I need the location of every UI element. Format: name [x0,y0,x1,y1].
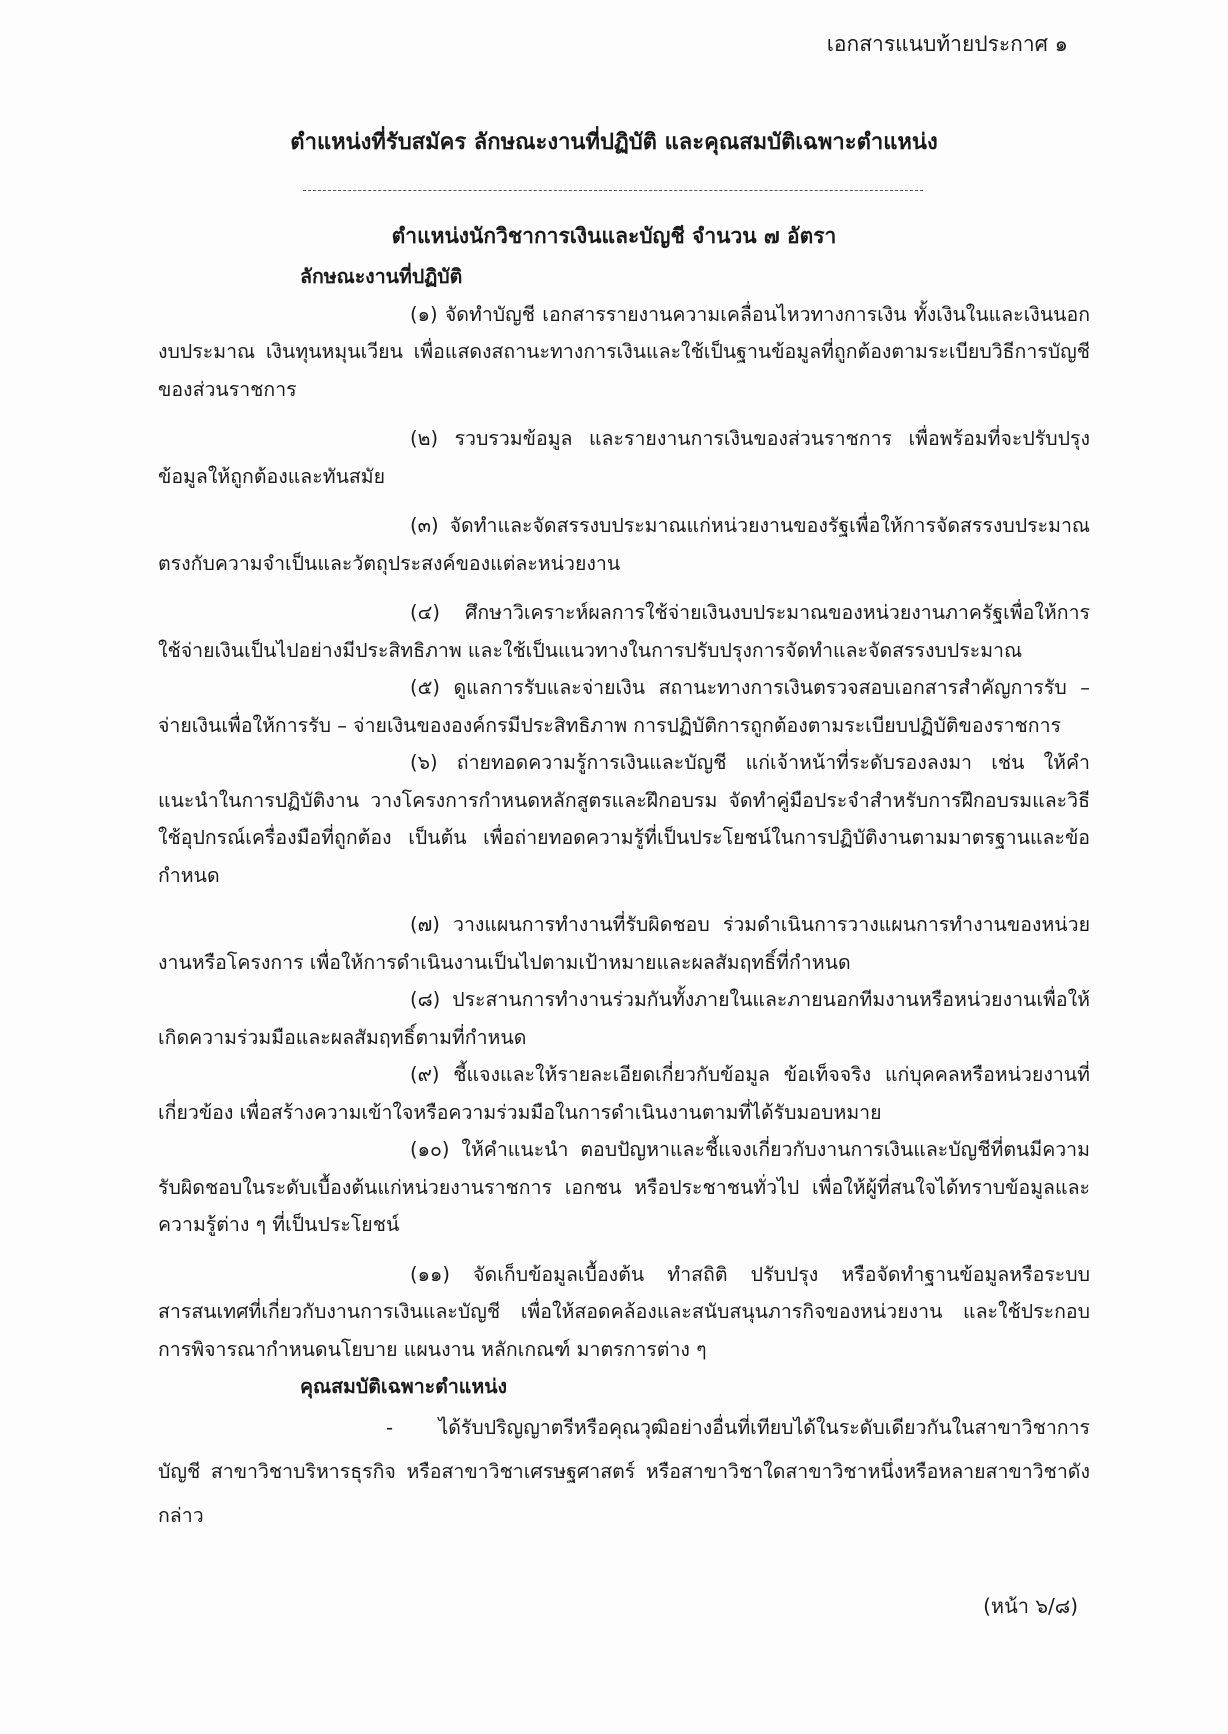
page-number: (หน้า ๖/๘) [983,1594,1078,1618]
position-title: ตำแหน่งนักวิชาการเงินและบัญชี จำนวน ๗ อัตรา [391,224,837,248]
duty-item-4: (๔) ศึกษาวิเคราะห์ผลการใช้จ่ายเงินงบประมาณของหน่วยงานภาครัฐเพื่อให้การใช้จ่ายเงินเป็นไปอย่างมีประสิทธิภาพ และใช้เป็นแนวทางในการปรับปรุงการจัดทำและจัดสรรงบประมาณ [158,601,1090,662]
document-body [158,258,1090,1538]
attachment-note: เอกสารแนบท้ายประกาศ ๑ [826,32,1068,56]
duties-heading: ลักษณะงานที่ปฏิบัติ [300,265,463,288]
duty-item-2: (๒) รวบรวมข้อมูล และรายงานการเงินของส่วนราชการ เพื่อพร้อมที่จะปรับปรุงข้อมูลให้ถูกต้องและทันสมัย [158,427,1090,488]
document-title: ตำแหน่งที่รับสมัคร ลักษณะงานที่ปฏิบัติ และคุณสมบัติเฉพาะตำแหน่ง [290,130,938,155]
duty-item-9: (๙) ชี้แจงและให้รายละเอียดเกี่ยวกับข้อมูล ข้อเท็จจริง แก่บุคคลหรือหน่วยงานที่เกี่ยวข้อง เพื่อสร้างความเข้าใจหรือความร่วมมือในการดำเนินงานตามที่ได้รับมอบหมาย [158,1063,1090,1124]
duty-item-7: (๗) วางแผนการทำงานที่รับผิดชอบ ร่วมดำเนินการวางแผนการทำงานของหน่วยงานหรือโครงการ เพื่อให้การดำเนินงานเป็นไปตามเป้าหมายและผลสัมฤทธิ์ที่กำหนด [158,913,1090,974]
duty-item-11: (๑๑) จัดเก็บข้อมูลเบื้องต้น ทำสถิติ ปรับปรุง หรือจัดทำฐานข้อมูลหรือระบบสารสนเทศที่เกี่ยวกับงานการเงินและบัญชี เพื่อให้สอดคล้องและสนับสนุนภารกิจของหน่วยงาน และใช้ประกอบการพิจารณากำหนดนโยบาย แผนงาน หลักเกณฑ์ มาตรการต่าง ๆ [158,1262,1090,1361]
qualification-item-1: - ได้รับปริญญาตรีหรือคุณวุฒิอย่างอื่นที่เทียบได้ในระดับเดียวกันในสาขาวิชาการบัญชี สาขาวิชาบริหารธุรกิจ หรือสาขาวิชาเศรษฐศาสตร์ หรือสาขาวิชาใดสาขาวิชาหนึ่งหรือหลายสาขาวิชาดังกล่าว [158,1415,1090,1527]
duty-item-8: (๘) ประสานการทำงานร่วมกันทั้งภายในและภายนอกทีมงานหรือหน่วยงานเพื่อให้เกิดความร่วมมือและผลสัมฤทธิ์ตามที่กำหนด [158,988,1090,1049]
duty-item-10: (๑๐) ให้คำแนะนำ ตอบปัญหาและชี้แจงเกี่ยวกับงานการเงินและบัญชีที่ตนมีความรับผิดชอบในระดับเบื้องต้นแก่หน่วยงานราชการ เอกชน หรือประชาชนทั่วไป เพื่อให้ผู้ที่สนใจได้ทราบข้อมูลและความรู้ต่าง ๆ ที่เป็นประโยชน์ [158,1138,1090,1236]
duty-item-3: (๓) จัดทำและจัดสรรงบประมาณแก่หน่วยงานของรัฐเพื่อให้การจัดสรรงบประมาณตรงกับความจำเป็นและวัตถุประสงค์ของแต่ละหน่วยงาน [158,514,1090,575]
duty-item-6: (๖) ถ่ายทอดความรู้การเงินและบัญชี แก่เจ้าหน้าที่ระดับรองลงมา เช่น ให้คำแนะนำในการปฏิบัติงาน วางโครงการกำหนดหลักสูตรและฝึกอบรม จัดทำคู่มือประจำสำหรับการฝึกอบรมและวิธีใช้อุปกรณ์เครื่องมือที่ถูกต้อง เป็นต้น เพื่อถ่ายทอดความรู้ที่เป็นประโยชน์ในการปฏิบัติงานตามมาตรฐานและข้อกำหนด [158,751,1090,887]
qualifications-heading: คุณสมบัติเฉพาะตำแหน่ง [300,1375,508,1398]
duty-item-1: (๑) จัดทำบัญชี เอกสารรายงานความเคลื่อนไหวทางการเงิน ทั้งเงินในและเงินนอกงบประมาณ เงินทุนหมุนเวียน เพื่อแสดงสถานะทางการเงินและใช้เป็นฐานข้อมูลที่ถูกต้องตามระเบียบวิธีการบัญชีของส่วนราชการ [158,302,1090,401]
dashed-divider [303,190,923,191]
duty-item-5: (๕) ดูแลการรับและจ่ายเงิน สถานะทางการเงินตรวจสอบเอกสารสำคัญการรับ – จ่ายเงินเพื่อให้การรับ – จ่ายเงินขององค์กรมีประสิทธิภาพ การปฏิบัติการถูกต้องตามระเบียบปฏิบัติของราชการ [158,676,1090,737]
